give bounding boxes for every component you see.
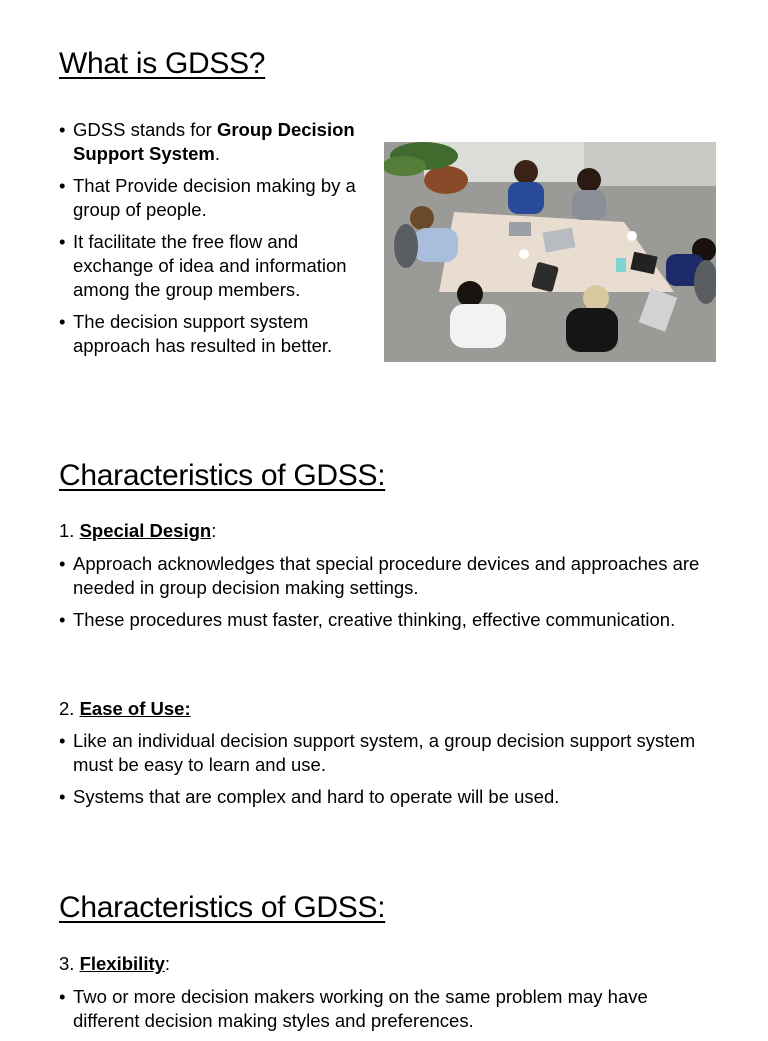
slide2-title: Characteristics of GDSS:	[59, 459, 386, 492]
list-item: • GDSS stands for Group Decision Support System.	[59, 118, 374, 166]
item-term: Special Design	[79, 520, 212, 541]
slide2-item2-heading: 2. Ease of Use:	[59, 698, 191, 719]
list-item: • It facilitate the free flow and exchange of idea and information among the group members.	[59, 230, 374, 302]
list-item: • Two or more decision makers working on the same problem may have different decision making styles and preferences.	[59, 985, 719, 1033]
list-item: • Approach acknowledges that special procedure devices and approaches are needed in group decision making settings.	[59, 552, 719, 600]
list-item: • The decision support system approach has resulted in better.	[59, 310, 374, 358]
meeting-photo	[384, 142, 716, 362]
slide1-title: What is GDSS?	[59, 47, 266, 80]
list-item: • Systems that are complex and hard to operate will be used.	[59, 785, 719, 809]
item-term: Ease of Use:	[79, 698, 191, 719]
slide3-title: Characteristics of GDSS:	[59, 891, 386, 924]
list-item: • That Provide decision making by a group of people.	[59, 174, 374, 222]
slide2-item2-bullets	[59, 729, 719, 817]
list-item: • These procedures must faster, creative thinking, effective communication.	[59, 608, 719, 632]
item-term: Flexibility	[79, 953, 165, 974]
slide1-bullet-list	[59, 118, 374, 366]
slide3-item3-bullets	[59, 985, 719, 1041]
slide2-item1-bullets	[59, 552, 719, 640]
list-item: • Like an individual decision support system, a group decision support system must be easy to learn and use.	[59, 729, 719, 777]
slide3-item3-heading: 3. Flexibility:	[59, 953, 171, 974]
bold-term: Group Decision Support System	[73, 119, 355, 164]
slide2-item1-heading: 1. Special Design:	[59, 520, 217, 541]
